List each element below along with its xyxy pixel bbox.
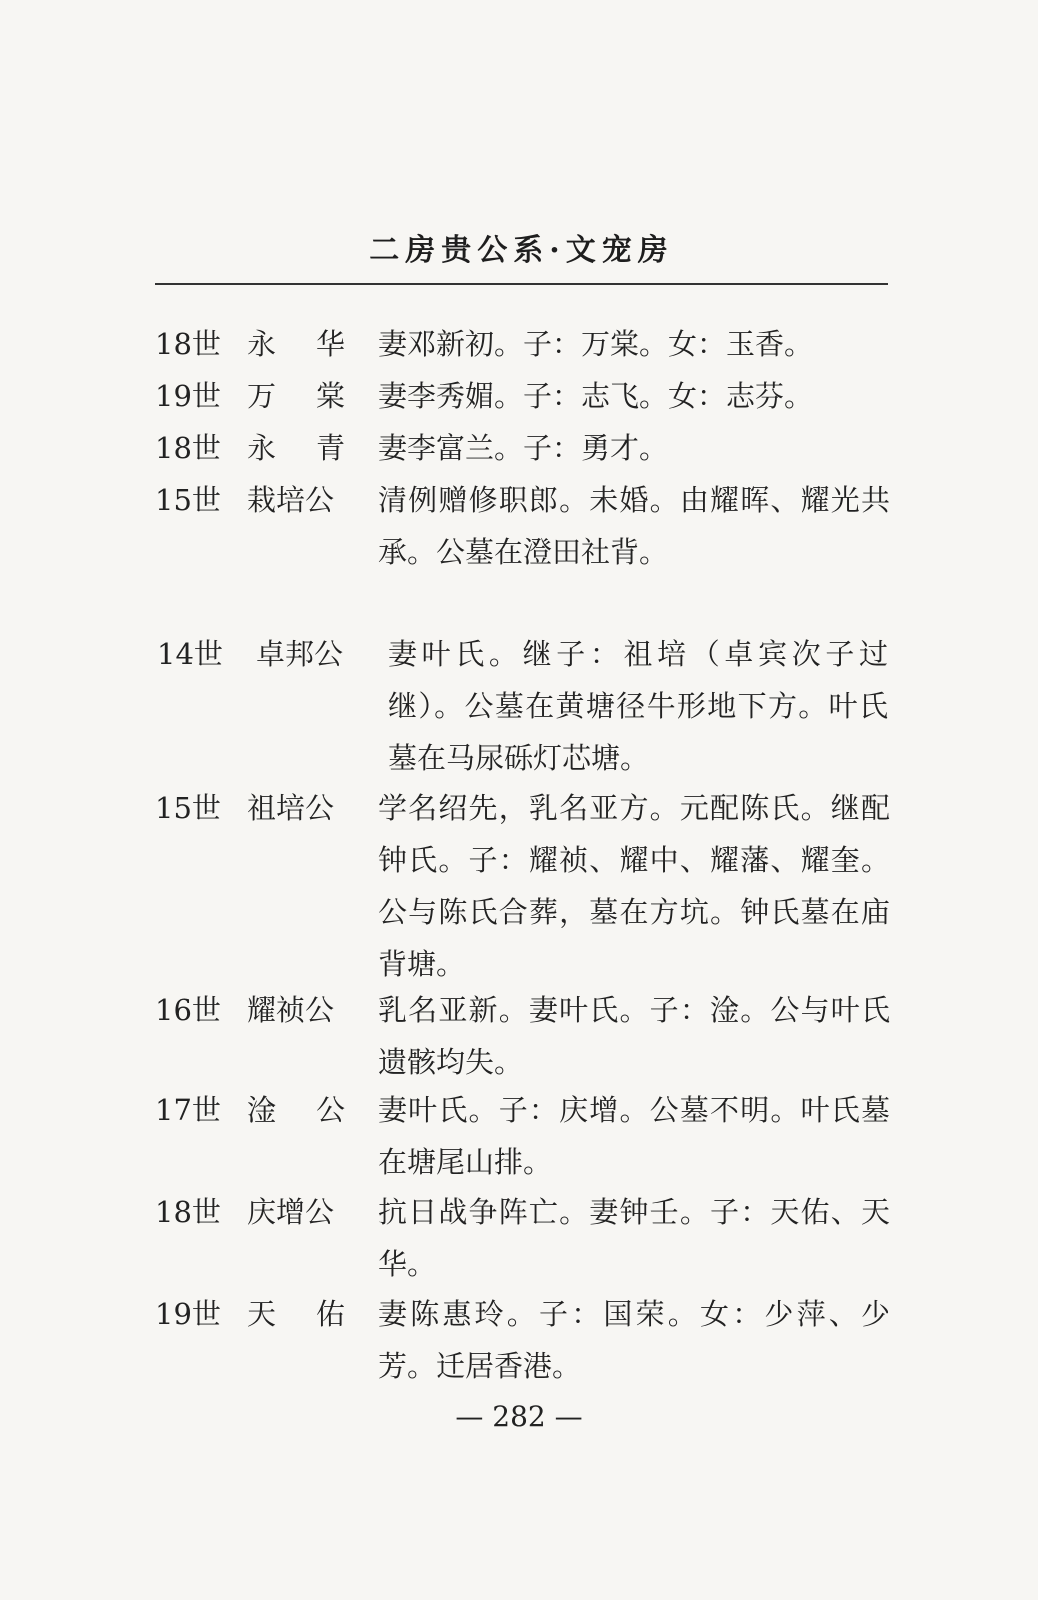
generation-label: 18世	[155, 327, 221, 361]
person-name-char: 青	[315, 431, 345, 465]
person-description: 妻叶氏。继子：祖培（卓宾次子过继）。公墓在黄塘径牛形地下方。叶氏墓在马尿砾灯芯塘。	[388, 637, 888, 775]
person-description: 妻叶氏。子：庆增。公墓不明。叶氏墓在塘尾山排。	[378, 1093, 890, 1179]
generation-label: 17世	[155, 1093, 221, 1127]
person-name-char: 万	[247, 379, 277, 413]
person-name: 庆增公	[247, 1195, 335, 1229]
person-description: 乳名亚新。妻叶氏。子：淦。公与叶氏遗骸均失。	[378, 993, 890, 1079]
person-description: 妻李秀媚。子：志飞。女：志芬。	[378, 379, 814, 413]
person-description: 妻李富兰。子：勇才。	[378, 431, 669, 465]
person-description: 抗日战争阵亡。妻钟壬。子：天佑、天华。	[378, 1195, 890, 1281]
person-name-char: 华	[315, 327, 345, 361]
person-description: 妻陈惠玲。子：国荣。女：少萍、少芳。迁居香港。	[378, 1297, 890, 1383]
person-name-char: 佑	[315, 1297, 345, 1331]
person-name: 卓邦公	[256, 637, 344, 671]
person-name	[247, 318, 345, 370]
person-name-char: 天	[247, 1297, 277, 1331]
generation-label: 16世	[155, 993, 221, 1027]
person-name	[247, 1288, 345, 1340]
person-name: 祖培公	[247, 791, 335, 825]
person-name: 耀祯公	[247, 993, 335, 1027]
person-name-char: 淦	[247, 1093, 277, 1127]
header-rule	[155, 283, 888, 285]
person-name	[247, 422, 345, 474]
person-name	[247, 370, 345, 422]
generation-label: 15世	[155, 483, 221, 517]
page-number: — 282 —	[455, 1400, 583, 1433]
person-name-char: 永	[247, 327, 277, 361]
generation-label: 19世	[155, 379, 221, 413]
generation-label: 19世	[155, 1297, 221, 1331]
person-name-char: 棠	[315, 379, 345, 413]
person-description: 妻邓新初。子：万棠。女：玉香。	[378, 327, 814, 361]
person-name: 栽培公	[247, 483, 335, 517]
person-name-char: 永	[247, 431, 277, 465]
person-description: 清例赠修职郎。未婚。由耀晖、耀光共承。公墓在澄田社背。	[378, 483, 890, 569]
generation-label: 15世	[155, 791, 221, 825]
person-name-char: 公	[315, 1093, 345, 1127]
generation-label: 14世	[157, 637, 223, 671]
person-description: 学名绍先，乳名亚方。元配陈氏。继配钟氏。子：耀祯、耀中、耀藩、耀奎。公与陈氏合葬，墓在方坑。钟氏墓在庙背塘。	[378, 791, 890, 981]
generation-label: 18世	[155, 431, 221, 465]
generation-label: 18世	[155, 1195, 221, 1229]
person-name	[247, 1084, 345, 1136]
page-header-title: 二房贵公系·文宠房	[369, 233, 674, 268]
